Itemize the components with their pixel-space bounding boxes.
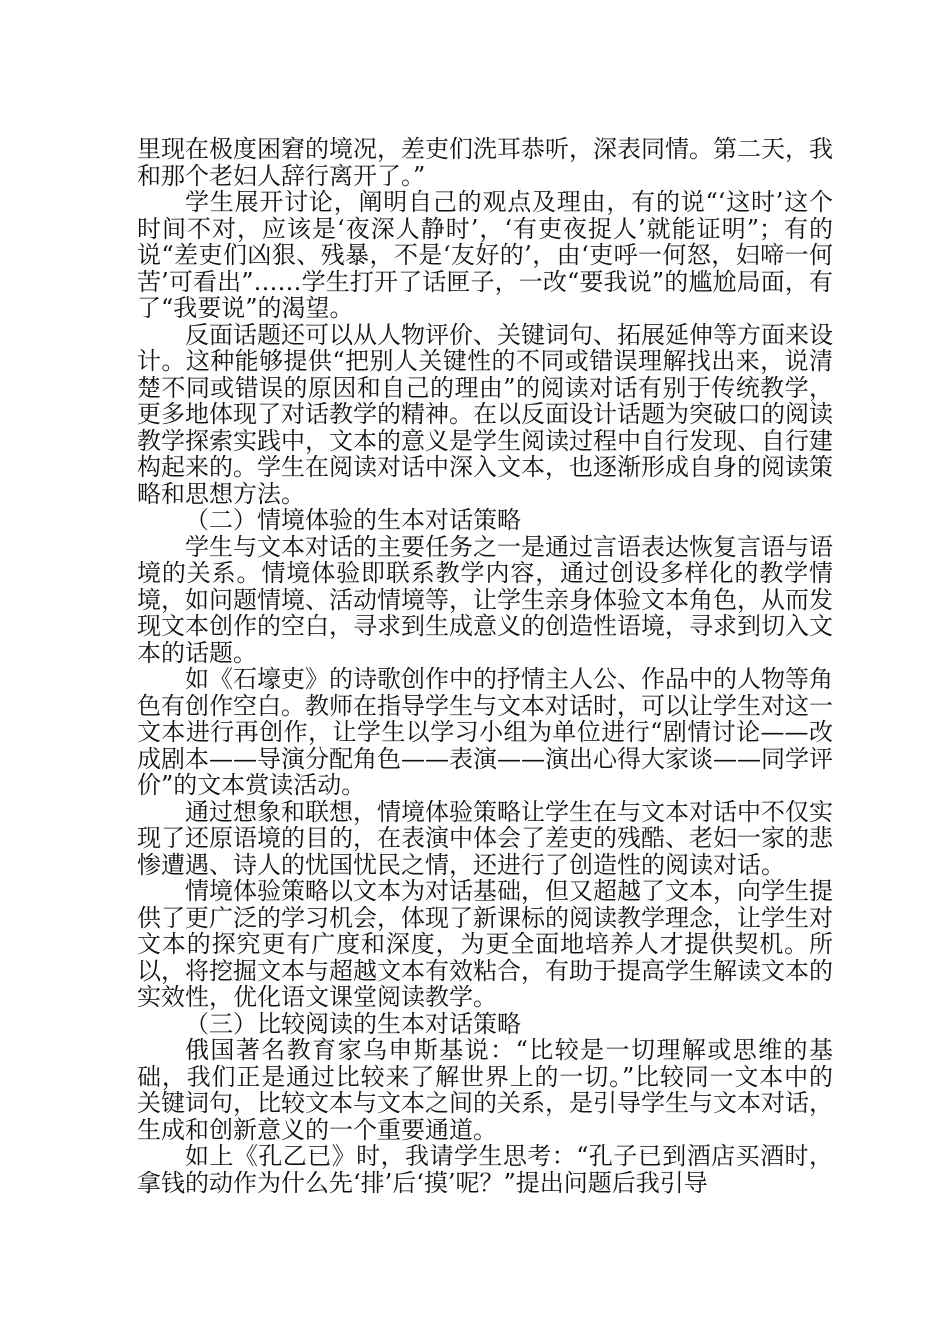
- paragraph-discussion: 学生展开讨论，阐明自己的观点及理由，有的说“‘这时’这个时间不对，应该是‘夜深人静时’，‘有吏夜捉人’就能证明”；有的说“差吏们凶狠、残暴，不是‘友好的’，由‘吏呼一何怒，妇啼一何苦’可看出”……学生打开了话匣子，一改“要我说”的尴尬局面，有了“我要说”的渴望。: [137, 188, 833, 322]
- paragraph-situational-intro: 学生与文本对话的主要任务之一是通过言语表达恢复言语与语境的关系。情境体验即联系教学内容，通过创设多样化的教学情境，如问题情境、活动情境等，让学生亲身体验文本角色，从而发现文本创作的空白，寻求到生成意义的创造性语境，寻求到切入文本的话题。: [137, 532, 833, 667]
- document-page: [137, 136, 833, 1196]
- paragraph-situational-summary: 情境体验策略以文本为对话基础，但又超越了文本，向学生提供了更广泛的学习机会，体现了新课标的阅读教学理念，让学生对文本的探究更有广度和深度，为更全面地培养人才提供契机。所以，将挖掘文本与超越文本有效粘合，有助于提高学生解读文本的实效性，优化语文课堂阅读教学。: [137, 877, 833, 1011]
- paragraph-continuation: 里现在极度困窘的境况，差吏们洗耳恭听，深表同情。第二天，我和那个老妇人辞行离开了。”: [137, 135, 833, 190]
- paragraph-reverse-topic: 反面话题还可以从人物评价、关键词句、拓展延伸等方面来设计。这种能够提供“把别人关键性的不同或错误理解找出来，说清楚不同或错误的原因和自己的理由”的阅读对话有别于传统教学，更多地体现了对话教学的精神。在以反面设计话题为突破口的阅读教学探索实践中，文本的意义是学生阅读过程中自行发现、自行建构起来的。学生在阅读对话中深入文本，也逐渐形成自身的阅读策略和思想方法。: [137, 320, 833, 508]
- paragraph-comparison-quote: 俄国著名教育家乌申斯基说：“比较是一切理解或思维的基础，我们正是通过比较来了解世界上的一切。”比较同一文本中的关键词句，比较文本与文本之间的关系，是引导学生与文本对话，生成和创新意义的一个重要通道。: [137, 1036, 833, 1144]
- paragraph-kongyiji-example: 如上《孔乙已》时，我请学生思考：“孔子已到酒店买酒时，拿钱的动作为什么先‘排’后‘摸’呢？”提出问题后我引导: [137, 1142, 833, 1197]
- paragraph-shihaoli-example: 如《石壕吏》的诗歌创作中的抒情主人公、作品中的人物等角色有创作空白。教师在指导学生与文本对话时，可以让学生对这一文本进行再创作，让学生以学习小组为单位进行“剧情讨论——改成剧本——导演分配角色——表演——演出心得大家谈——同学评价”的文本赏读活动。: [137, 665, 833, 799]
- section-heading-comparative: （三）比较阅读的生本对话策略: [185, 1009, 521, 1038]
- section-heading-situational: （二）情境体验的生本对话策略: [185, 506, 521, 534]
- paragraph-imagination: 通过想象和联想，情境体验策略让学生在与文本对话中不仅实现了还原语境的目的，在表演中体会了差吏的残酷、老妇一家的悲惨遭遇、诗人的忧国忧民之情，还进行了创造性的阅读对话。: [137, 797, 833, 879]
